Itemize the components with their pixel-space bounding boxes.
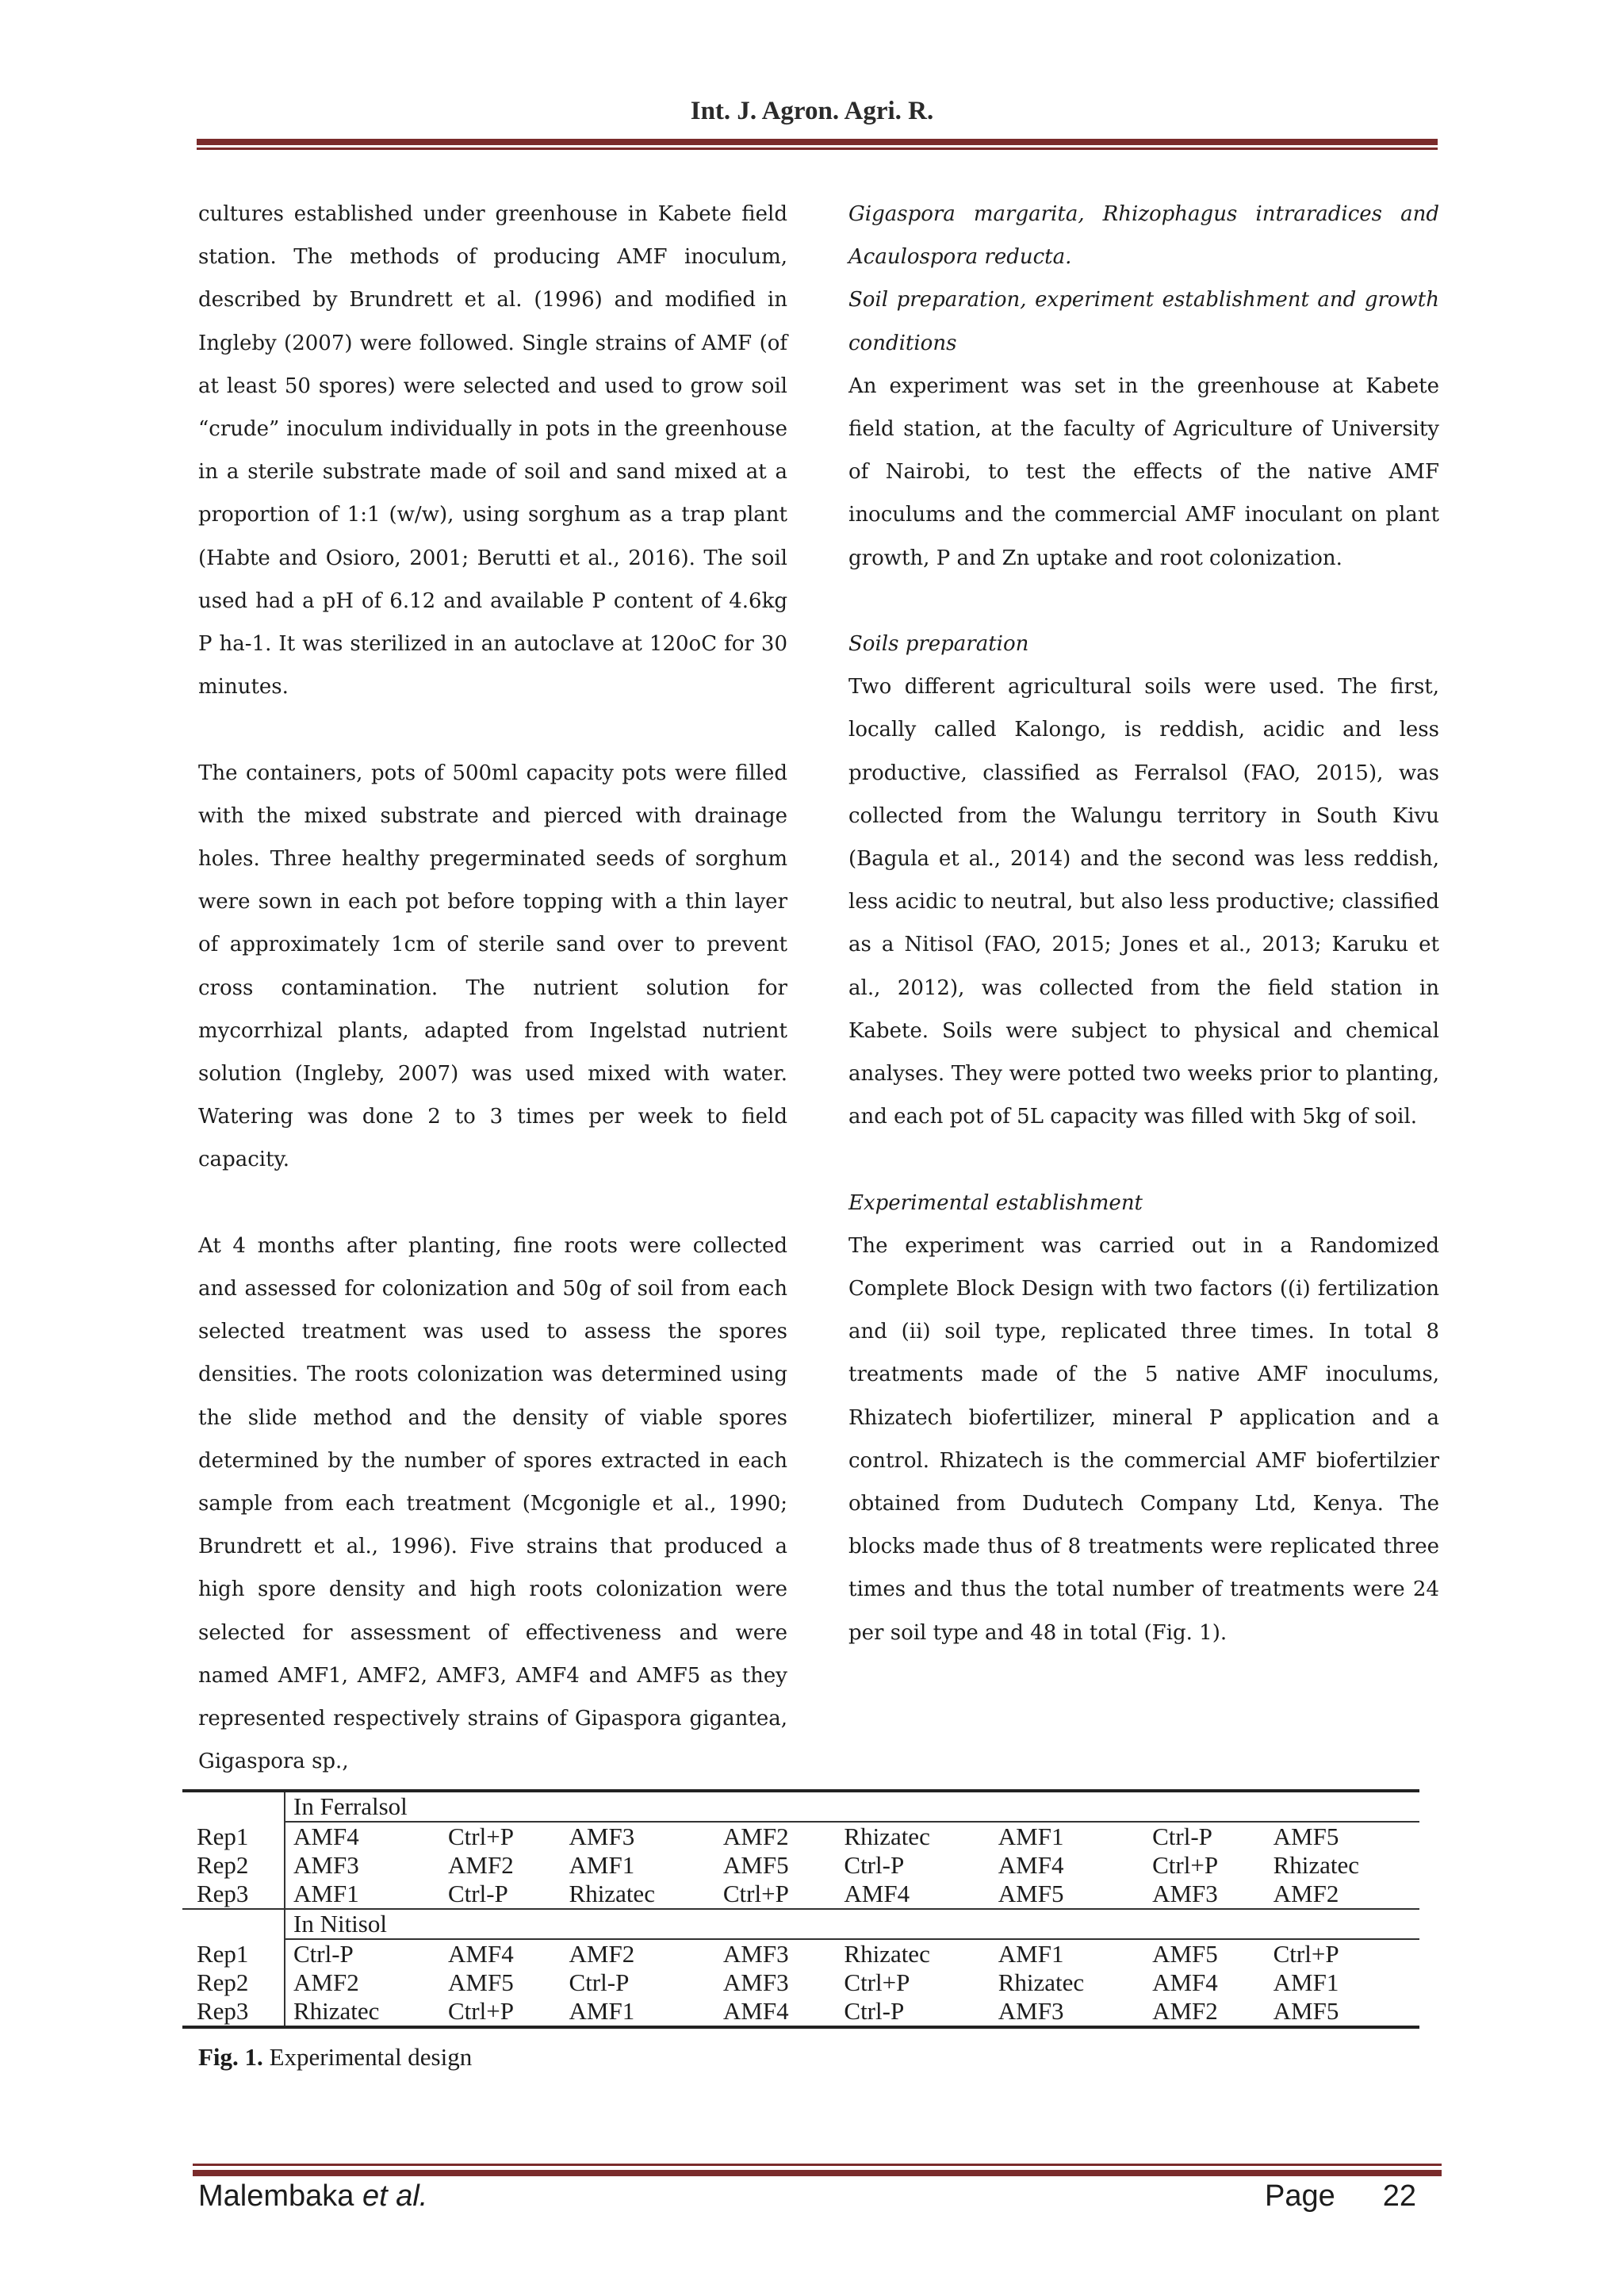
- table-cell: AMF5: [722, 1851, 789, 1879]
- rep-label: Rep2: [182, 1851, 285, 1880]
- section-heading-experimental: Experimental establishment: [848, 1190, 1143, 1215]
- table-cell: AMF2: [293, 1968, 359, 1996]
- table-cell: Rhizatec: [1273, 1851, 1360, 1879]
- rep-label: Rep3: [182, 1880, 285, 1909]
- table-cell: Ctrl-P: [569, 1968, 630, 1996]
- table-section-header: [182, 1909, 1419, 1939]
- journal-header: Int. J. Agron. Agri. R.: [690, 97, 934, 125]
- page-label: Page: [1264, 2179, 1335, 2213]
- table-cell: AMF3: [722, 1968, 789, 1996]
- table-row: [182, 1822, 1419, 1851]
- left-column: [198, 193, 787, 1783]
- left-paragraph-3: At 4 months after planting, fine roots were collected and assessed for colonization and 50g of soil from each selected treatment was used to assess the spores densities. The roots colonization was determined using the slide method and the density of viable spores determined by the number of spores extracted in each sample from each treatment (Mcgonigle et al., 1990; Brundrett et al., 1996). Five strains that produced a high spore density and high roots colonization were selected for assessment of effectiveness and were named AMF1, AMF2, AMF3, AMF4 and AMF5 as they represented respectively strains of Gipaspora gigantea, Gigaspora sp.,: [198, 1233, 787, 1774]
- table-cell: Ctrl-P: [1152, 1823, 1212, 1850]
- table-cell: Ctrl-P: [844, 1851, 905, 1879]
- right-paragraph-1: Gigaspora margarita, Rhizophagus intraradices and Acaulospora reducta.: [848, 202, 1439, 270]
- table-cell: Ctrl+P: [448, 1823, 514, 1850]
- footer-rule-thick: [193, 2170, 1442, 2176]
- footer-etal: et al.: [362, 2179, 428, 2213]
- footer-page: [1265, 2179, 1416, 2214]
- table-cell: AMF4: [836, 1880, 990, 1909]
- table-cell: AMF3: [990, 1997, 1144, 2027]
- footer-rule-thin: [193, 2164, 1442, 2166]
- table-cell: Rhizatec: [998, 1968, 1085, 1996]
- rep-label: Rep2: [182, 1968, 285, 1997]
- table-cell: AMF5: [448, 1968, 514, 1996]
- table-cell: AMF3: [1144, 1880, 1266, 1909]
- table-cell: AMF2: [1266, 1880, 1419, 1909]
- table-cell: Ctrl-P: [836, 1997, 990, 2027]
- table-cell: AMF2: [722, 1823, 789, 1850]
- table-cell: AMF2: [448, 1851, 514, 1879]
- table-cell: AMF1: [998, 1823, 1064, 1850]
- table-cell: AMF4: [1152, 1968, 1218, 1996]
- table-cell: AMF5: [1273, 1823, 1339, 1850]
- table-cell: Rhizatec: [844, 1823, 930, 1850]
- table-cell: AMF2: [1144, 1997, 1266, 2027]
- table-cell: AMF3: [722, 1940, 789, 1968]
- section-title: In Ferralsol: [285, 1791, 1419, 1822]
- table-cell: AMF1: [561, 1997, 715, 2027]
- table-cell: AMF4: [998, 1851, 1064, 1879]
- figure-label: Fig. 1.: [198, 2043, 263, 2071]
- table-row: [182, 1851, 1419, 1880]
- table-cell: AMF2: [569, 1940, 635, 1968]
- table-cell: Ctrl+P: [844, 1968, 910, 1996]
- table-cell: AMF1: [285, 1880, 440, 1909]
- footer-author-name: Malembaka: [198, 2179, 354, 2213]
- table-cell: Rhizatec: [561, 1880, 715, 1909]
- table-cell: AMF5: [990, 1880, 1144, 1909]
- table-cell: AMF1: [569, 1851, 635, 1879]
- rep-label: Rep1: [182, 1939, 285, 1968]
- left-paragraph-2: The containers, pots of 500ml capacity pots were filled with the mixed substrate and pierced with drainage holes. Three healthy pregerminated seeds of sorghum were sown in each pot before topping with a thin layer of approximately 1cm of sterile sand over to prevent cross contamination. The nutrient solution for mycorrhizal plants, adapted from Ingelstad nutrient solution (Ingleby, 2007) was used mixed with water. Watering was done 2 to 3 times per week to field capacity.: [198, 761, 787, 1172]
- footer-authors: [198, 2179, 427, 2214]
- section-heading-soil-preparation: Soil preparation, experiment establishment and growth conditions: [848, 288, 1439, 355]
- experimental-design-table: [182, 1789, 1419, 2029]
- table-row: [182, 1968, 1419, 1997]
- table-row: [182, 1880, 1419, 1909]
- table-cell: Ctrl-P: [293, 1940, 354, 1968]
- table-cell: AMF1: [998, 1940, 1064, 1968]
- table-cell: Ctrl-P: [440, 1880, 561, 1909]
- right-paragraph-4: The experiment was carried out in a Randomized Complete Block Design with two factors ((i) fertilization and (ii) soil type, replicated three times. In total 8 treatments made of the 5 native AMF inoculums, Rhizatech biofertilizer, mineral P application and a control. Rhizatech is the commercial AMF biofertilzier obtained from Dudutech Company Ltd, Kenya. The blocks made thus of 8 treatments were replicated three times and thus the total number of treatments were 24 per soil type and 48 in total (Fig. 1).: [848, 1233, 1439, 1645]
- right-paragraph-2: An experiment was set in the greenhouse at Kabete field station, at the faculty of Agriculture of University of Nairobi, to test the effects of the native AMF inoculums and the commercial AMF inoculant on plant growth, P and Zn uptake and root colonization.: [848, 374, 1439, 570]
- table-section-header: [182, 1791, 1419, 1822]
- table-cell: AMF4: [715, 1997, 837, 2027]
- figure-caption-text: Experimental design: [269, 2043, 473, 2071]
- right-paragraph-3: Two different agricultural soils were used. The first, locally called Kalongo, is reddish, acidic and less productive, classified as Ferralsol (FAO, 2015), was collected from the Walungu territory in South Kivu (Bagula et al., 2014) and the second was less reddish, less acidic to neutral, but also less productive; classified as a Nitisol (FAO, 2015; Jones et al., 2013; Karuku et al., 2012), was collected from the field station in Kabete. Soils were subject to physical and chemical analyses. They were potted two weeks prior to planting, and each pot of 5L capacity was filled with 5kg of soil.: [848, 675, 1439, 1129]
- table-cell: AMF4: [448, 1940, 514, 1968]
- section-title: In Nitisol: [285, 1909, 1419, 1939]
- table-cell: AMF3: [293, 1851, 359, 1879]
- rep-label: Rep3: [182, 1997, 285, 2027]
- header-rule-thin: [197, 148, 1438, 150]
- table-cell: AMF5: [1266, 1997, 1419, 2027]
- table-cell: Rhizatec: [844, 1940, 930, 1968]
- page-number: 22: [1382, 2179, 1416, 2213]
- table-cell: AMF3: [569, 1823, 635, 1850]
- figure-caption: [198, 2043, 472, 2072]
- header-rule-thick: [197, 139, 1438, 145]
- right-column: [848, 193, 1439, 1654]
- table-row: [182, 1997, 1419, 2027]
- rep-label: Rep1: [182, 1822, 285, 1851]
- table-cell: Ctrl+P: [715, 1880, 837, 1909]
- table-cell: AMF5: [1152, 1940, 1218, 1968]
- table-cell: AMF1: [1273, 1968, 1339, 1996]
- table-cell: Ctrl+P: [440, 1997, 561, 2027]
- table-cell: Rhizatec: [285, 1997, 440, 2027]
- section-heading-soils: Soils preparation: [848, 632, 1029, 657]
- table-row: [182, 1939, 1419, 1968]
- table-cell: Ctrl+P: [1273, 1940, 1339, 1968]
- table-cell: Ctrl+P: [1152, 1851, 1219, 1879]
- table-cell: AMF4: [293, 1823, 359, 1850]
- left-paragraph-1: cultures established under greenhouse in Kabete field station. The methods of producing AMF inoculum, described by Brundrett et al. (1996) and modified in Ingleby (2007) were followed. Single strains of AMF (of at least 50 spores) were selected and used to grow soil “crude” inoculum individually in pots in the greenhouse in a sterile substrate made of soil and sand mixed at a proportion of 1:1 (w/w), using sorghum as a trap plant (Habte and Osioro, 2001; Berutti et al., 2016). The soil used had a pH of 6.12 and available P content of 4.6kg P ha-1. It was sterilized in an autoclave at 120oC for 30 minutes.: [198, 202, 787, 700]
